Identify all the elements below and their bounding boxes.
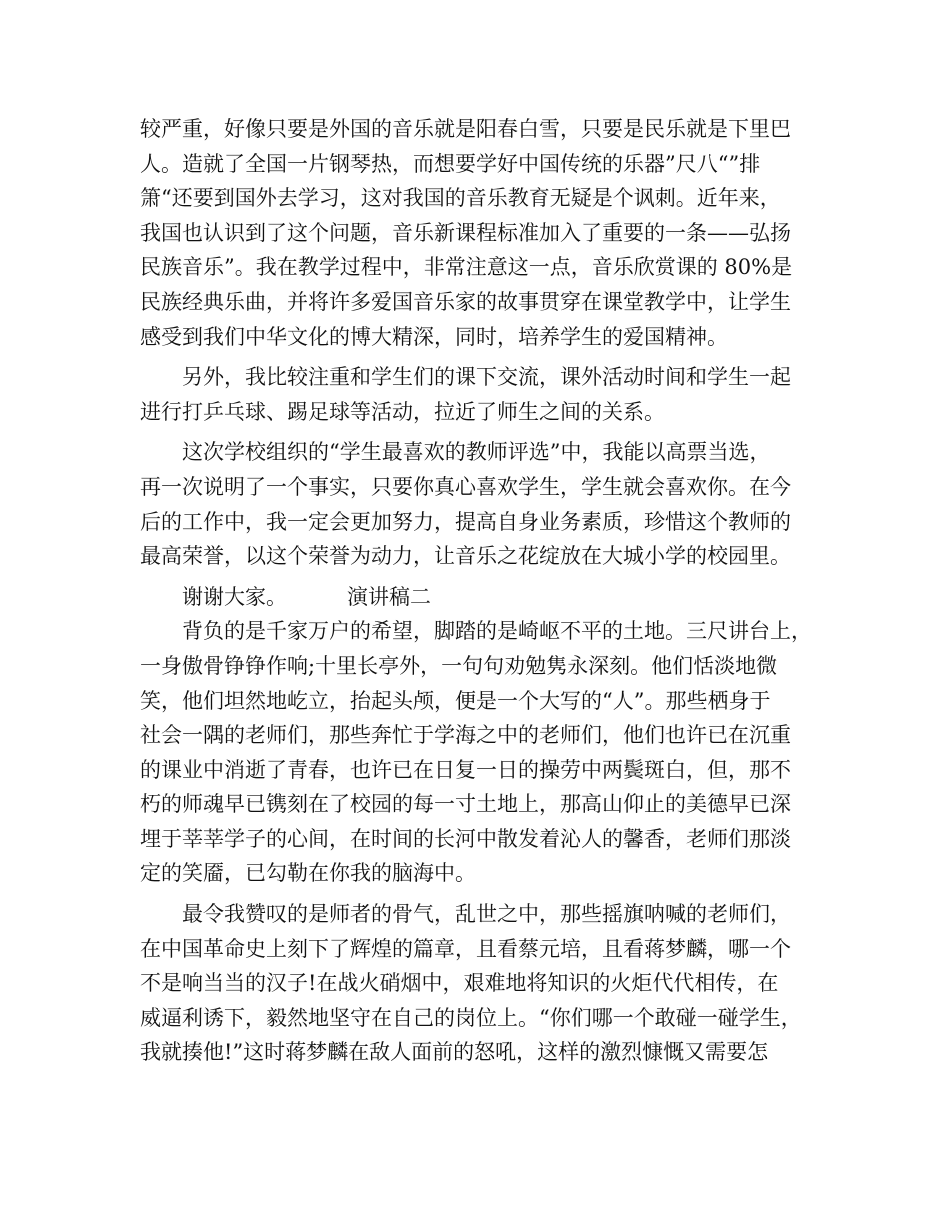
text-line: 感受到我们中华文化的博大精深，同时，培养学生的爱国精神。 — [140, 324, 728, 349]
document-body — [140, 112, 820, 1070]
text-line: 我就揍他!”这时蒋梦麟在敌人面前的怒吼，这样的激烈慷慨又需要怎 — [140, 1040, 769, 1065]
text-line: 我国也认识到了这个问题，音乐新课程标准加入了重要的一条——弘扬 — [140, 220, 791, 245]
thanks-text: 谢谢大家。 — [182, 584, 287, 609]
text-line: 威逼利诱下，毅然地坚守在自己的岗位上。“你们哪一个敢碰一碰学生， — [140, 1005, 802, 1030]
text-line: 的课业中消逝了青春，也许已在日复一日的操劳中两鬓斑白，但，那不 — [140, 757, 791, 782]
text-line: 这次学校组织的“学生最喜欢的教师评选”中，我能以高票当选， — [182, 440, 771, 465]
text-line: 社会一隅的老师们，那些奔忙于学海之中的老师们，他们也许已在沉重 — [140, 723, 791, 748]
text-line: 定的笑靥，已勾勒在你我的脑海中。 — [140, 861, 476, 886]
text-line: 再一次说明了一个事实，只要你真心喜欢学生，学生就会喜欢你。在今 — [140, 474, 791, 499]
text-line: 不是响当当的汉子!在战火硝烟中，艰难地将知识的火炬代代相传，在 — [140, 971, 779, 996]
text-line: 埋于莘莘学子的心间，在时间的长河中散发着沁人的馨香，老师们那淡 — [140, 826, 791, 851]
text-line: 背负的是千家万户的希望，脚踏的是崎岖不平的土地。三尺讲台上， — [182, 619, 812, 644]
text-line: 另外，我比较注重和学生们的课下交流，课外活动时间和学生一起 — [182, 365, 791, 390]
thanks-line — [140, 580, 820, 615]
text-line: 较严重，好像只要是外国的音乐就是阳春白雪，只要是民乐就是下里巴 — [140, 117, 791, 141]
text-line: 人。造就了全国一片钢琴热，而想要学好中国传统的乐器”尺八“”排 — [140, 151, 761, 176]
text-line: 最令我赞叹的是师者的骨气，乱世之中，那些摇旗呐喊的老师们， — [182, 902, 791, 927]
paragraph-2 — [140, 360, 820, 429]
text-line: 笑，他们坦然地屹立，抬起头颅，便是一个大写的“人”。那些栖身于 — [140, 688, 771, 713]
text-line: 朽的师魂早已镌刻在了校园的每一寸土地上，那高山仰止的美德早已深 — [140, 792, 791, 817]
paragraph-5 — [140, 614, 820, 891]
text-line: 后的工作中，我一定会更加努力，提高自身业务素质，珍惜这个教师的 — [140, 509, 791, 534]
text-line: 一身傲骨铮铮作响;十里长亭外，一句句劝勉隽永深刻。他们恬淡地微 — [140, 653, 778, 678]
paragraph-1 — [140, 112, 820, 354]
paragraph-3 — [140, 435, 820, 573]
text-line: 箫“还要到国外去学习，这对我国的音乐教育无疑是个讽刺。近年来， — [140, 186, 781, 211]
paragraph-6 — [140, 897, 820, 1070]
section-title: 演讲稿二 — [347, 584, 431, 609]
paragraph-4 — [140, 580, 820, 615]
text-line: 民族经典乐曲，并将许多爱国音乐家的故事贯穿在课堂教学中，让学生 — [140, 289, 791, 314]
text-line: 在中国革命史上刻下了辉煌的篇章，且看蔡元培，且看蒋梦麟，哪一个 — [140, 936, 791, 961]
text-line: 民族音乐”。我在教学过程中，非常注意这一点，音乐欣赏课的 80%是 — [140, 255, 793, 280]
text-line: 进行打乒乓球、踢足球等活动，拉近了师生之间的关系。 — [140, 399, 665, 424]
text-line: 最高荣誉，以这个荣誉为动力，让音乐之花绽放在大城小学的校园里。 — [140, 544, 791, 569]
